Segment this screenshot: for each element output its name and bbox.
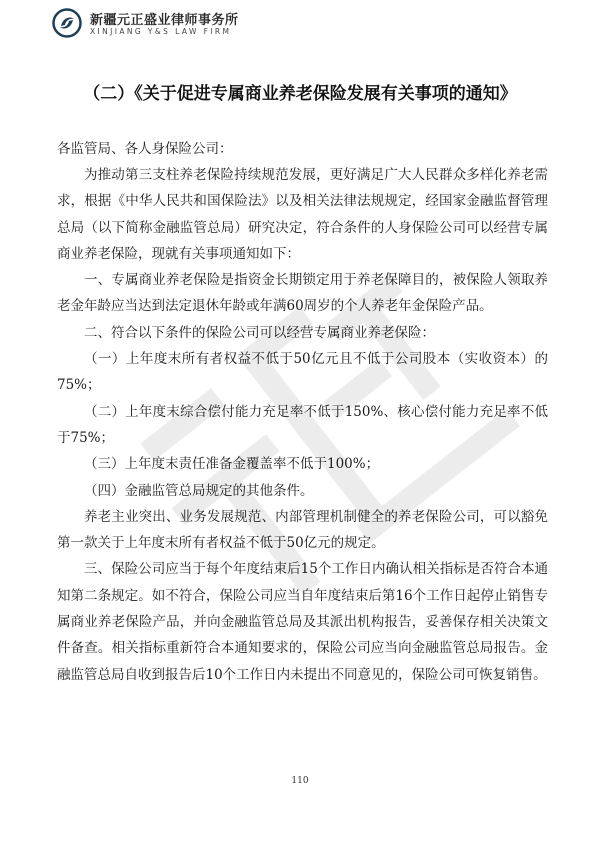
page-number: 110 bbox=[291, 776, 309, 786]
paragraph: 养老主业突出、业务发展规范、内部管理机制健全的养老保险公司，可以豁免第一款关于上年度末所有者权益不低于50亿元的规定。 bbox=[57, 508, 548, 552]
paragraph: 为推动第三支柱养老保险持续规范发展，更好满足广大人民群众多样化养老需求，根据《中华人民共和国保险法》以及相关法律法规规定，经国家金融监督管理总局（以下简称金融监管总局）研究决定，符合条件的人身保险公司可以经营专属商业养老保险，现就有关事项通知如下： bbox=[57, 167, 548, 262]
firm-name-en: XINJIANG Y&S LAW FIRM bbox=[90, 27, 232, 36]
paragraph: （二）上年度末综合偿付能力充足率不低于150%、核心偿付能力充足率不低于75%； bbox=[57, 403, 548, 446]
paragraph: （四）金融监管总局规定的其他条件。 bbox=[84, 482, 314, 499]
document-title: （二）《关于促进专属商业养老保险发展有关事项的通知》 bbox=[83, 84, 517, 104]
paragraph: 一、专属商业养老保险是指资金长期锁定用于养老保障目的，被保险人领取养老金年龄应当达到法定退休年龄或年满60周岁的个人养老年金保险产品。 bbox=[57, 272, 548, 315]
document-body bbox=[57, 162, 548, 688]
letterhead bbox=[52, 4, 352, 44]
paragraph: （三）上年度末责任准备金覆盖率不低于100%； bbox=[84, 456, 380, 473]
salutation: 各监管局、各人身保险公司： bbox=[57, 141, 233, 157]
firm-logo-icon bbox=[52, 8, 82, 38]
paragraph: （一）上年度末所有者权益不低于50亿元且不低于公司股本（实收资本）的75%； bbox=[57, 351, 548, 394]
firm-name-cn: 新疆元正盛业律师事务所 bbox=[90, 13, 239, 28]
paragraph: 三、保险公司应当于每个年度结束后15个工作日内确认相关指标是否符合本通知第二条规定。如不符合，保险公司应当自年度结束后第16个工作日起停止销售专属商业养老保险产品，并向金融监管总局及其派出机构报告，妥善保存相关决策文件备查。相关指标重新符合本通知要求的，保险公司应当向金融监管总局报告。金融监管总局自收到报告后10个工作日内未提出不同意见的，保险公司可恢复销售。 bbox=[57, 561, 548, 683]
paragraph: 二、符合以下条件的保险公司可以经营专属商业养老保险： bbox=[84, 324, 435, 341]
